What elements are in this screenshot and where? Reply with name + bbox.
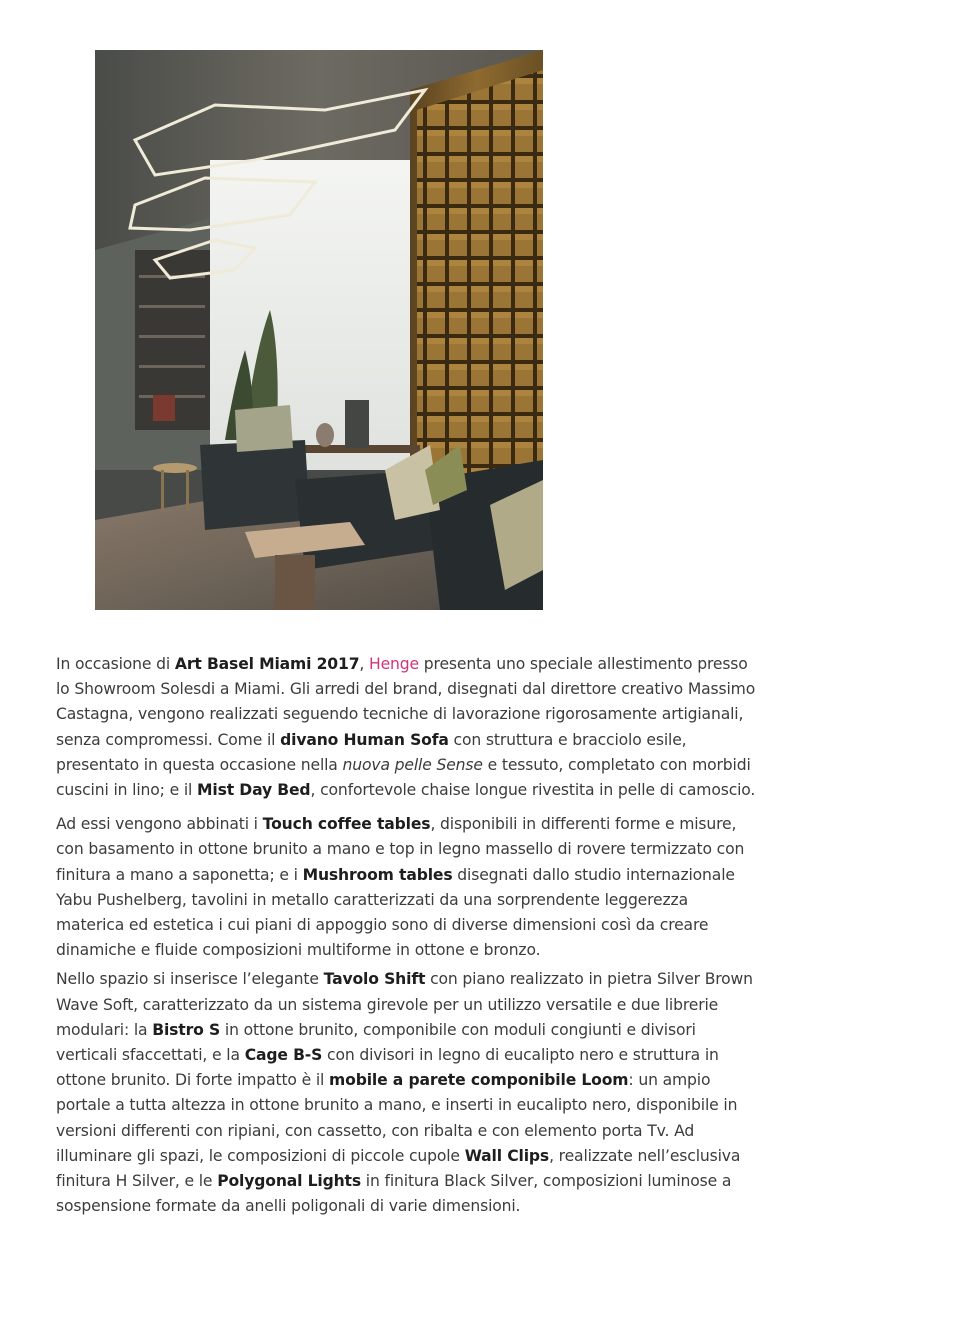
- showroom-illustration: [95, 50, 543, 610]
- text: ,: [359, 655, 370, 673]
- event-name: Art Basel Miami 2017: [174, 655, 360, 673]
- product-name: Wall Clips: [464, 1146, 550, 1165]
- text: , confortevole chaise longue rivestita in pelle di camoscio.: [310, 781, 756, 800]
- product-name: Polygonal Lights: [217, 1172, 361, 1191]
- text: In occasione di: [56, 655, 175, 673]
- text: Ad essi vengono abbinati i: [56, 815, 263, 834]
- text: disegnati dallo studio internazionale Yabu Pushelberg, tavolini in metallo caratterizzati da una sorprendente leggerezza materica ed estetica i cui piani di appoggio sono di diverse dimensioni così da creare dinamiche e fluide composizioni multiforme in ottone e bronzo.: [56, 865, 735, 960]
- paragraph-3: [56, 967, 756, 1219]
- text: con struttura e bracciolo esile, presentato in questa occasione nella: [56, 730, 687, 774]
- material-name: nuova pelle Sense: [342, 755, 483, 774]
- article-body: [56, 652, 756, 1219]
- text: presenta uno speciale allestimento presso lo Showroom Solesdi a Miami. Gli arredi del brand, disegnati dal direttore creativo Massimo Castagna, vengono realizzati seguendo tecniche di lavorazione rigorosamente artigianali, senza compromessi. Come il: [56, 655, 756, 749]
- text: in finitura Black Silver, composizioni luminose a sospensione formate da anelli poligonali di varie dimensioni.: [56, 1172, 732, 1216]
- text: e tessuto, completato con morbidi cuscini in lino; e il: [56, 755, 751, 800]
- product-name: mobile a parete componibile Loom: [329, 1071, 629, 1090]
- paragraph-1: [56, 652, 756, 803]
- product-name: Mushroom tables: [302, 865, 453, 884]
- product-name: Mist Day Bed: [197, 781, 311, 800]
- product-name: Tavolo Shift: [323, 970, 426, 989]
- product-name: divano Human Sofa: [280, 730, 449, 749]
- text: Nello spazio si inserisce l’elegante: [56, 970, 324, 989]
- text: , realizzate nell’esclusiva finitura H Silver, e le: [56, 1146, 741, 1191]
- showroom-photo: [95, 50, 543, 610]
- text: : un ampio portale a tutta altezza in ottone brunito a mano, e inserti in eucalipto nero, disponibile in versioni differenti con ripiani, con cassetto, con ribalta e con elemento porta Tv. Ad illuminare gli spazi, le composizioni di piccole cupole: [56, 1071, 738, 1165]
- henge-link[interactable]: Henge: [369, 655, 419, 673]
- text: con piano realizzato in pietra Silver Brown Wave Soft, caratterizzato da un sistema girevole per un utilizzo versatile e due librerie modulari: la: [56, 970, 753, 1039]
- text: con divisori in legno di eucalipto nero e struttura in ottone brunito. Di forte impatto è il: [56, 1046, 719, 1090]
- paragraph-2: [56, 812, 756, 963]
- product-name: Bistro S: [152, 1020, 221, 1039]
- product-name: Cage B-S: [244, 1046, 323, 1065]
- text: , disponibili in differenti forme e misure, con basamento in ottone brunito a mano e top in legno massello di rovere termizzato con finitura a mano a saponetta; e i: [56, 815, 745, 884]
- text: in ottone brunito, componibile con moduli congiunti e divisori verticali sfaccettati, e la: [56, 1020, 696, 1065]
- product-name: Touch coffee tables: [262, 815, 431, 834]
